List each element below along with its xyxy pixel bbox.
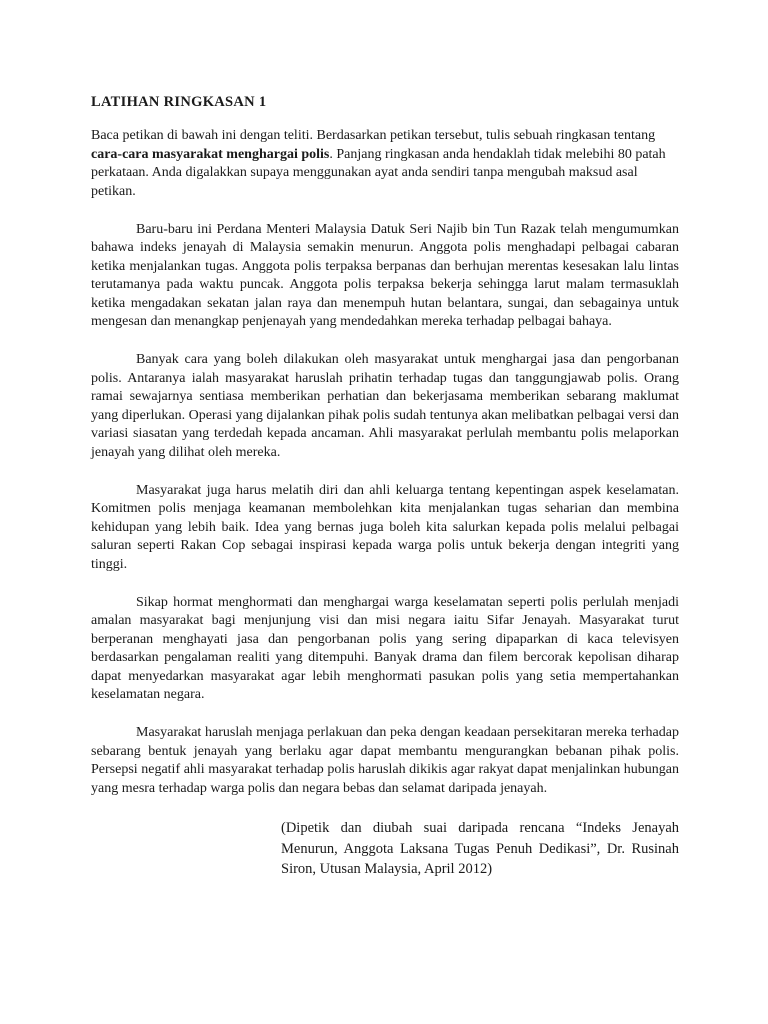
instruction-topic: cara-cara masyarakat menghargai polis — [91, 146, 330, 162]
instruction-text — [91, 127, 679, 201]
document-page — [91, 93, 679, 880]
exercise-title: LATIHAN RINGKASAN 1 — [91, 94, 267, 110]
passage-paragraph-2: Banyak cara yang boleh dilakukan oleh masyarakat untuk menghargai jasa dan pengorbanan polis. Antaranya ialah masyarakat haruslah prihatin terhadap tugas dan tanggungjawab polis. Orang ramai sewajarnya sentiasa memberikan perhatian dan bekerjasama memberikan sebarang maklumat yang diperlukan. Operasi yang dijalankan pihak polis sudah tentunya akan melibatkan pelbagai versi dan variasi siasatan yang terdedah kepada ancaman. Ahli masyarakat perlulah membantu polis melaporkan jenayah yang dilihat oleh mereka. — [91, 352, 679, 460]
passage-paragraph-4: Sikap hormat menghormati dan menghargai warga keselamatan seperti polis perlulah menjadi amalan masyarakat bagi menjunjung visi dan misi negara iaitu Sifar Jenayah. Masyarakat turut berperanan menghayati jasa dan pengorbanan polis yang sering dipaparkan di kaca televisyen berdasarkan pengalaman realiti yang ditempuhi. Banyak drama dan filem bercorak kepolisan diharap dapat menyedarkan masyarakat agar lebih menghormati pasukan polis yang setia mempertahankan keselamatan negara. — [91, 594, 679, 702]
source-citation: (Dipetik dan diubah suai daripada rencana “Indeks Jenayah Menurun, Anggota Laksana Tugas Penuh Dedikasi”, Dr. Rusinah Siron, Utusan Malaysia, April 2012) — [281, 820, 679, 877]
instruction-after: . Panjang ringkasan anda hendaklah tidak melebihi 80 patah perkataan. Anda digalakkan supaya menggunakan ayat anda sendiri tanpa mengubah maksud asal petikan. — [91, 146, 666, 199]
passage-paragraph-1: Baru-baru ini Perdana Menteri Malaysia Datuk Seri Najib bin Tun Razak telah mengumumkan bahawa indeks jenayah di Malaysia semakin menurun. Anggota polis menghadapi pelbagai cabaran ketika menjalankan tugas. Anggota polis terpaksa berpanas dan berhujan merentas kesesakan lalu lintas terutamanya pada waktu puncak. Anggota polis terpaksa bekerja sehingga larut malam termasuklah ketika mengadakan sekatan jalan raya dan menempuh hutan belantara, sungai, dan sebagainya untuk mengesan dan menangkap penjenayah yang mendedahkan mereka terhadap pelbagai bahaya. — [91, 222, 679, 330]
passage-paragraph-3: Masyarakat juga harus melatih diri dan ahli keluarga tentang kepentingan aspek keselamatan. Komitmen polis menjaga keamanan membolehkan kita menjalankan tugas seharian dan membina kehidupan yang lebih baik. Idea yang bernas juga boleh kita salurkan kepada polis melalui pelbagai saluran seperti Rakan Cop sebagai inspirasi kepada warga polis untuk bekerja dengan integriti yang tinggi. — [91, 482, 679, 572]
passage-paragraph-5: Masyarakat haruslah menjaga perlakuan dan peka dengan keadaan persekitaran mereka terhadap sebarang bentuk jenayah yang berlaku agar dapat membantu mengurangkan bebanan pihak polis. Persepsi negatif ahli masyarakat terhadap polis haruslah dikikis agar rakyat dapat menjalinkan hubungan yang mesra terhadap warga polis dan negara bebas dan selamat daripada jenayah. — [91, 725, 679, 796]
instruction-before: Baca petikan di bawah ini dengan teliti. Berdasarkan petikan tersebut, tulis sebuah ringkasan tentang — [91, 128, 656, 144]
